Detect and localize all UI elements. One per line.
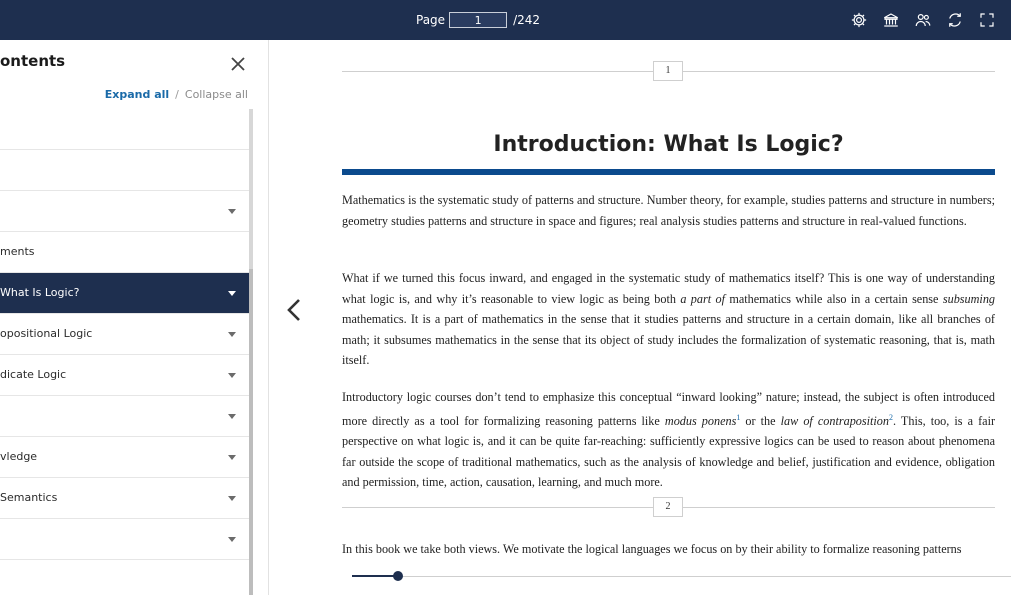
link-separator: / xyxy=(175,88,179,101)
table-of-contents-panel xyxy=(0,40,269,595)
toc-item[interactable] xyxy=(0,355,249,396)
chevron-down-icon[interactable] xyxy=(227,329,237,339)
refresh-icon[interactable] xyxy=(945,10,965,30)
users-icon[interactable] xyxy=(913,10,933,30)
page-number-box-2: 2 xyxy=(653,497,683,517)
chevron-down-icon[interactable] xyxy=(227,493,237,503)
toc-item-label: What Is Logic? xyxy=(0,286,80,299)
page-total: /242 xyxy=(513,13,541,27)
page-navigator xyxy=(416,11,540,29)
close-icon[interactable] xyxy=(230,56,250,76)
slider-fill xyxy=(352,575,398,577)
toc-item[interactable] xyxy=(0,191,249,232)
toc-scrollbar[interactable] xyxy=(249,109,253,595)
slider-handle[interactable] xyxy=(393,571,403,581)
toc-expand-collapse xyxy=(105,88,248,101)
expand-all-link[interactable]: Expand all xyxy=(104,88,170,101)
toc-item[interactable] xyxy=(0,437,249,478)
toc-item[interactable] xyxy=(0,519,249,560)
page-number-box: 1 xyxy=(653,61,683,81)
previous-page-arrow-icon[interactable] xyxy=(285,297,305,323)
toc-title: ontents xyxy=(0,52,66,70)
chevron-down-icon[interactable] xyxy=(227,534,237,544)
toc-item[interactable] xyxy=(0,314,249,355)
paragraph-2: What if we turned this focus inward, and engaged in the systematic study of mathematics itself? This is one way of understanding what logic is, and why it’s reasonable to view logic as being both a part of mathematics while also in a certain sense subsuming mathematics. It is a part of mathematics in the sense that it studies patterns and structure in a certain domain, like all branches of math; it subsumes mathematics in the sense that its object of study includes the formalization of systematic reasoning, that is, math itself. xyxy=(342,271,996,367)
page-number-input[interactable] xyxy=(449,12,507,28)
chevron-down-icon[interactable] xyxy=(227,411,237,421)
fullscreen-icon[interactable] xyxy=(977,10,997,30)
toc-item-label: dicate Logic xyxy=(0,368,67,381)
toc-item-label: vledge xyxy=(0,450,38,463)
page-slider[interactable] xyxy=(352,571,1011,583)
chevron-down-icon[interactable] xyxy=(227,206,237,216)
chevron-down-icon[interactable] xyxy=(227,288,237,298)
paragraph-4: In this book we take both views. We motivate the logical languages we focus on by their ability to formalize reasoning patterns xyxy=(342,542,962,556)
toc-scrollbar-thumb[interactable] xyxy=(249,269,253,595)
toc-item-label: opositional Logic xyxy=(0,327,93,340)
gear-icon[interactable] xyxy=(849,10,869,30)
toc-item-label: Semantics xyxy=(0,491,58,504)
toc-item[interactable] xyxy=(0,109,249,150)
collapse-all-link[interactable]: Collapse all xyxy=(184,88,248,101)
page-label: Page xyxy=(416,13,446,27)
page-marker xyxy=(342,55,995,75)
library-icon[interactable] xyxy=(881,10,901,30)
chevron-down-icon[interactable] xyxy=(227,370,237,380)
title-rule xyxy=(342,169,995,175)
paragraph-1: Mathematics is the systematic study of patterns and structure. Number theory, for example, studies patterns and structure in numbers; geometry studies patterns and structure in space and figures; real analysis studies patterns and structure in real-valued functions. xyxy=(342,193,995,228)
chevron-down-icon[interactable] xyxy=(227,452,237,462)
chapter-title: Introduction: What Is Logic? xyxy=(493,132,844,157)
toc-item[interactable] xyxy=(0,478,249,519)
slider-track[interactable] xyxy=(352,576,1011,577)
toc-item[interactable] xyxy=(0,396,249,437)
toc-item[interactable] xyxy=(0,150,249,191)
toc-list xyxy=(0,109,249,560)
toc-item-label: ments xyxy=(0,245,35,258)
page-marker-2 xyxy=(342,491,995,511)
toc-item[interactable] xyxy=(0,273,249,314)
footnote-link-2[interactable]: 2 xyxy=(889,412,893,422)
footnote-link-1[interactable]: 1 xyxy=(736,412,741,422)
paragraph-3: Introductory logic courses don’t tend to emphasize this conceptual “inward looking” nature; instead, the subject is often introduced more directly as a tool for formalizing reasoning patterns like modus ponens$^1$ or the law of contraposition$^2$. This, too, is a fair perspective on what logic is, and it can be quite far-reaching: sufficiently expressive logics can be used to reason about phenomena far outside the scope of traditional mathematics, such as the analysis of knowledge and belief, justification and evidence, obligation and permission, time, action, causation, learning, and much more. xyxy=(342,390,996,490)
top-toolbar xyxy=(0,0,1011,40)
toc-item[interactable] xyxy=(0,232,249,273)
